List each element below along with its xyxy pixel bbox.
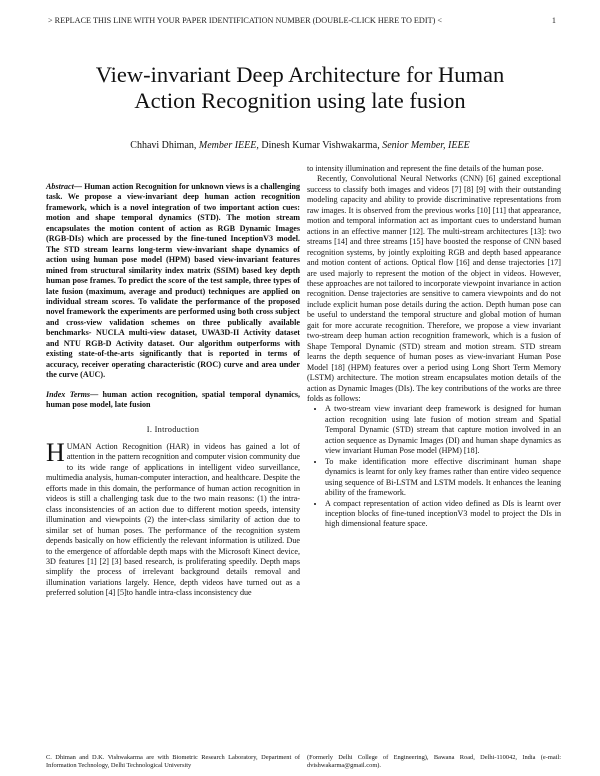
index-terms-label: Index Terms [46,389,91,399]
right-column [307,164,561,530]
title-line-2: Action Recognition using late fusion [134,88,466,113]
footnote-affiliation-left: C. Dhiman and D.K. Vishwakarma are with Biometric Research Laboratory, Department of Information Technology, Delhi Technological University [46,754,300,769]
abstract [46,182,300,381]
intro-paragraph-1-continued: to intensity illumination and represent the fine details of the human pose. [307,164,544,173]
page-number: 1 [551,16,556,25]
intro-paragraph-2: Recently, Convolutional Neural Networks (CNN) [6] gained exceptional success to classify both images and videos [7] [8] [9] with their outstanding modeling capacity and ability to provide discriminative representations from raw images. It is observed from the previous works [10] [11] that appearance, motion and temporal information act as important cues to understand human actions in an effective manner [12]. The multi-stream architectures [13]: two streams [14] and three streams [15] have boosted the response of CNN based recognition systems, by jointly exploiting RGB and depth based appearance and motion content of actions. Optical flow [16] and dense trajectories [17] are used majorly to represent the motion of the object in videos. However, these approaches are not tailored to incorporate viewpoint invariance in action recognition. Dense trajectories are sensitive to camera viewpoints and do not include explicit human pose details during the action. Depth human pose can be useful to understand the temporal structure and global motion of human gait for more accurate recognition. Therefore, we propose a view invariant two-stream deep human action recognition framework, which is a fusion of Shape Temporal Dynamic (STD) stream and motion stream. STD stream learns the depth sequence of human poses as view-invariant Human Pose Model [18] (HPM) features over a period using Long Short Term Memory (LSTM) architecture. The motion stream encapsulates motion details of the action as Dynamic Images (DIs). The key contributions of the works are three folds as follows: [307,174,561,403]
index-terms [46,390,300,411]
left-column [46,182,300,599]
abstract-label: Abstract [46,182,74,191]
title-line-1: View-invariant Deep Architecture for Human [95,62,505,87]
author-line [40,140,560,151]
footnote-affiliation-right: (Formerly Delhi College of Engineering), Bawana Road, Delhi-110042, India (e-mail: dvishwakarma@gmail.com). [307,754,561,769]
intro-paragraph-1 [46,437,300,599]
drop-cap: H [46,437,65,467]
header-text: > REPLACE THIS LINE WITH YOUR PAPER IDENTIFICATION NUMBER (DOUBLE-CLICK HERE TO EDIT) < [48,16,442,25]
list-item: • A compact representation of action video defined as DIs is learnt over inception blocks of fine-tuned inceptionV3 model to project the DIs in high dimensional feature space. [325,499,561,530]
list-item: • To make identification more effective discriminant human shape dynamics is learnt for only key frames rather than entire video sequence using sequence of Bi-LSTM and LSTM models. It enhances the leaning ability of the framework. [325,457,561,499]
list-item: • A two-stream view invariant deep framework is designed for human action recognition using late fusion of motion stream and Spatial Temporal Dynamic (STD) stream that capture motion involved in an action sequence as Dynamic Images (DI) and human shape dynamics as view invariant Human Pose model (HPM) [18]. [325,404,561,456]
author-1-name: Chhavi Dhiman, [130,140,197,151]
intro-paragraph-1-text: UMAN Action Recognition (HAR) in videos has gained a lot of attention in the pattern recognition and computer vision community due to its wide range of applications in intelligent video surveillance, multimedia analysis, human-computer interaction, and healthcare. Despite the efforts made in this domain, the performance of human action recognition in videos is still a challenging task due to the two main reasons: (1) the intra-class inconsistencies of an action due to different motion speeds, intensity illumination and viewpoints (2) the inter-class similarity of action due to similar set of human poses. The performance of the recognition system depends basically on how efficiently the relevant information is utilized. Due to the emergence of affordable depth maps with the Microsoft Kinect device, 3D features [1] [2] [3] based research, is proliferating speedily. Depth maps simplify the process of irrelevant background details removal and illumination variations largely. Hence, depth videos have turned out as a preferred solution [4] [5]to handle intra-class inconsistency due [46,441,300,598]
author-2-name: Dinesh Kumar Vishwakarma, [261,140,380,151]
running-header [48,16,556,25]
section-heading: I. Introduction [146,424,200,434]
index-terms-text: — human action recognition, spatial temporal dynamics, human pose model, late fusion [46,389,301,410]
paper-title [40,62,560,114]
contribution-list [307,404,561,529]
abstract-text: — Human action Recognition for unknown views is a challenging task. We propose a view-invariant deep human action recognition framework, which is a novel integration of two important action cues: motion and shape temporal dynamics (STD). The motion stream encapsulates the motion content of action as RGB Dynamic Images (RGB-DIs) which are processed by the fine-tuned InceptionV3 model. The STD stream learns long-term view-invariant shape dynamics of action using human pose model (HPM) based view-invariant features mined from structural similarity index matrix (SSIM) based key depth human pose frames. To predict the score of the test sample, three types of late fusion (maximum, average and product) techniques are applied on individual stream scores. To validate the performance of the proposed novel framework the experiments are performed using both cross subject and cross-view validation schemes on three publically available benchmarks- NUCLA multi-view dataset, UWA3D-II Activity dataset and NTU RGB-D Activity dataset. Our algorithm outperforms with existing state-of-the-arts significantly that is reported in terms of accuracy, receiver operating characteristic (ROC) curve and area under the curve (AUC). [46,182,300,380]
author-2-role: Senior Member, IEEE [382,140,470,151]
author-1-role: Member IEEE, [198,140,259,151]
